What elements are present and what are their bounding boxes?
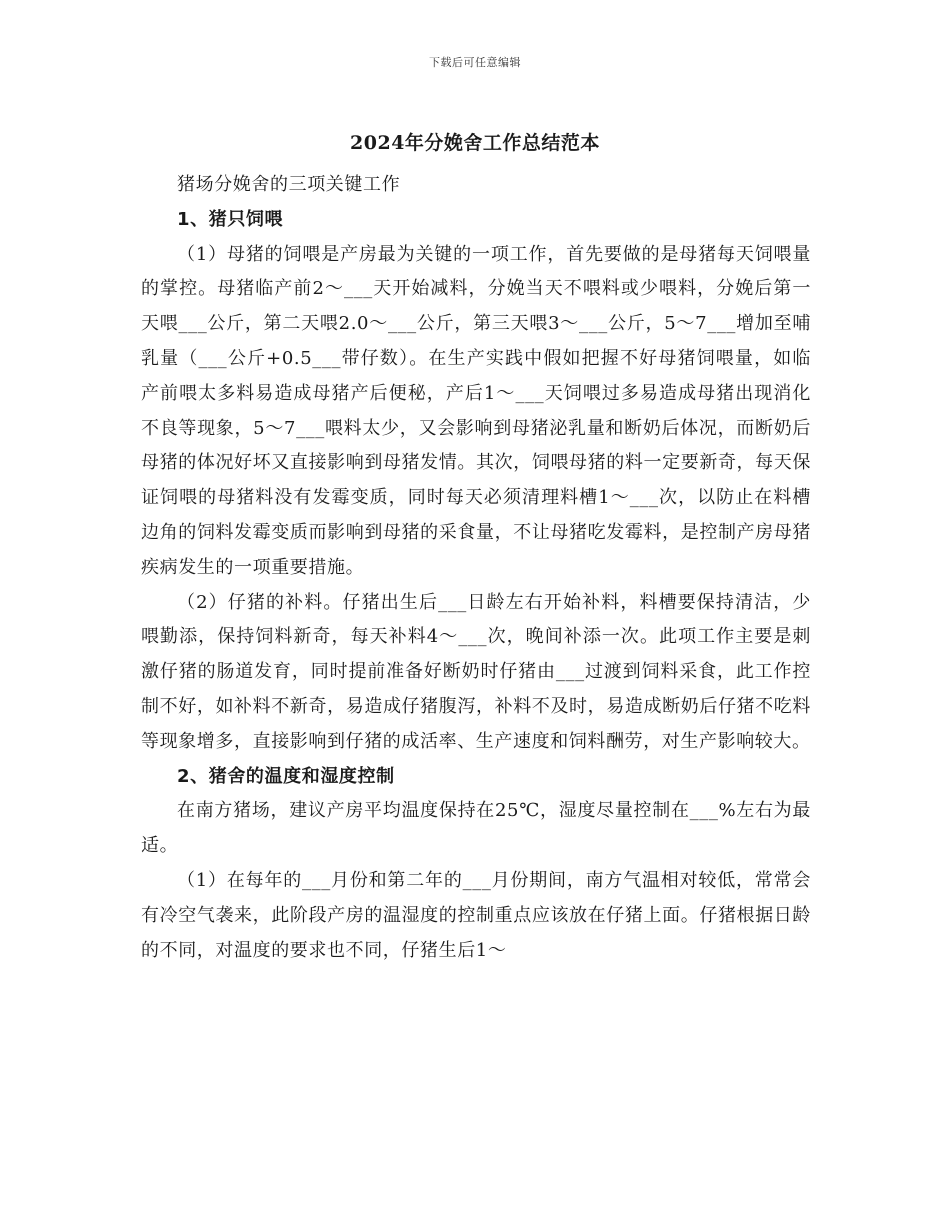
header-note: 下载后可任意编辑: [429, 56, 521, 69]
section-1-paragraph-1: （1）母猪的饲喂是产房最为关键的一项工作，首先要做的是母猪每天饲喂量的掌控。母猪临产前2～___天开始减料，分娩当天不喂料或少喂料，分娩后第一天喂___公斤，第二天喂2.0～___公斤，第三天喂3～___公斤，5～7___增加至哺乳量（___公斤+0.5___带仔数）。在生产实践中假如把握不好母猪饲喂量，如临产前喂太多料易造成母猪产后便秘，产后1～___天饲喂过多易造成母猪出现消化不良等现象，5～7___喂料太少，又会影响到母猪泌乳量和断奶后体况，而断奶后母猪的体况好坏又直接影响到母猪发情。其次，饲喂母猪的料一定要新奇，每天保证饲喂的母猪料没有发霉变质，同时每天必须清理料槽1～___次，以防止在料槽边角的饲料发霉变质而影响到母猪的采食量，不让母猪吃发霉料，是控制产房母猪疾病发生的一项重要措施。: [141, 243, 811, 578]
intro-line: 猪场分娩舍的三项关键工作: [177, 174, 401, 195]
section-1-paragraph-2: （2）仔猪的补料。仔猪出生后___日龄左右开始补料，料槽要保持清洁，少喂勤添，保持饲料新奇，每天补料4～___次，晚间补添一次。此项工作主要是刺激仔猪的肠道发育，同时提前准备好断奶时仔猪由___过渡到饲料采食，此工作控制不好，如补料不新奇，易造成仔猪腹泻，补料不及时，易造成断奶后仔猪不吃料等现象增多，直接影响到仔猪的成活率、生产速度和饲料酬劳，对生产影响较大。: [141, 591, 811, 752]
document-title: 2024年分娩舍工作总结范本: [350, 132, 600, 154]
section-2-heading: 2、猪舍的温度和湿度控制: [177, 765, 395, 787]
section-2-paragraph-2: （1）在每年的___月份和第二年的___月份期间，南方气温相对较低，常常会有冷空气袭来，此阶段产房的温湿度的控制重点应该放在仔猪上面。仔猪根据日龄的不同，对温度的要求也不同，仔猪生后1～: [141, 869, 811, 961]
document-body: [141, 168, 811, 968]
section-1-heading: 1、猪只饲喂: [177, 208, 284, 230]
section-2-paragraph-1: 在南方猪场，建议产房平均温度保持在25℃，湿度尽量控制在___%左右为最适。: [141, 800, 811, 857]
